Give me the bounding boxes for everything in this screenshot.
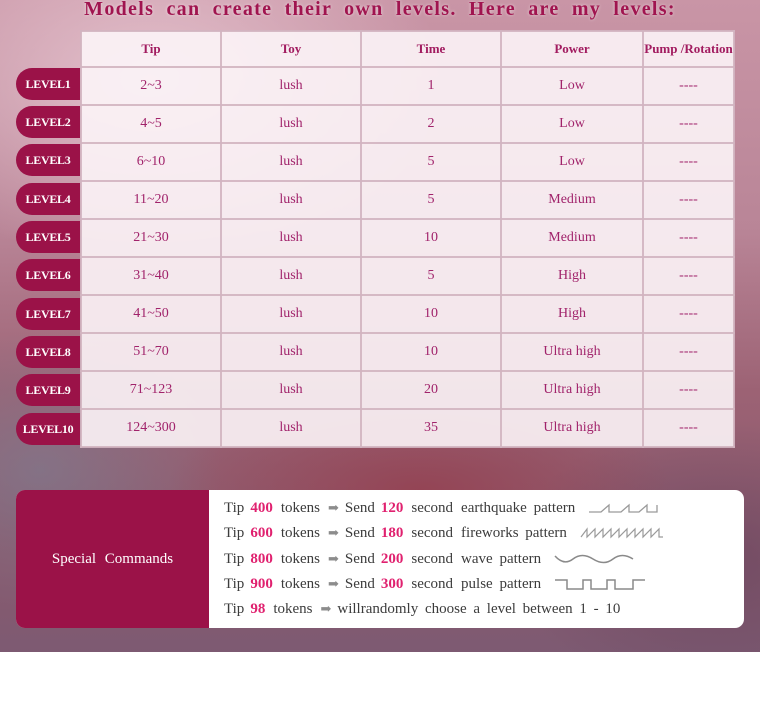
power-cell: Low (501, 105, 643, 143)
seconds-amount: 200 (380, 550, 404, 567)
seconds-amount: 120 (380, 499, 404, 516)
level-badge: LEVEL4 (16, 183, 80, 215)
pump-cell: ---- (643, 257, 734, 295)
toy-cell: lush (221, 219, 361, 257)
pump-cell: ---- (643, 219, 734, 257)
level-badge: LEVEL10 (16, 413, 80, 445)
header-toy: Toy (221, 31, 361, 67)
table-row (81, 409, 734, 447)
arrow-right-icon: ➡ (327, 576, 339, 591)
pump-cell: ---- (643, 409, 734, 447)
pulse-wave-icon (553, 577, 647, 591)
pump-cell: ---- (643, 105, 734, 143)
toy-cell: lush (221, 409, 361, 447)
header-pump-rotation: Pump /Rotation (643, 31, 734, 67)
toy-cell: lush (221, 143, 361, 181)
arrow-right-icon: ➡ (320, 601, 332, 616)
send-word: Send (344, 575, 375, 592)
pump-cell: ---- (643, 333, 734, 371)
table-row (81, 295, 734, 333)
power-cell: Ultra high (501, 371, 643, 409)
tip-cell: 21~30 (81, 219, 221, 257)
level-badge: LEVEL1 (16, 68, 80, 100)
arrow-right-icon: ➡ (327, 500, 339, 515)
command-line (224, 572, 647, 596)
token-amount: 600 (250, 524, 273, 541)
header-power: Power (501, 31, 643, 67)
power-cell: Ultra high (501, 409, 643, 447)
pump-cell: ---- (643, 67, 734, 105)
header-tip: Tip (81, 31, 221, 67)
token-amount: 900 (250, 575, 273, 592)
table-row (81, 257, 734, 295)
table-row (81, 181, 734, 219)
time-cell: 5 (361, 143, 501, 181)
second-word: second (411, 524, 454, 541)
second-word: second (411, 499, 454, 516)
level-badge: LEVEL6 (16, 259, 80, 291)
tip-cell: 11~20 (81, 181, 221, 219)
second-word: second (411, 575, 454, 592)
power-cell: High (501, 257, 643, 295)
send-word: Send (344, 524, 375, 541)
time-cell: 5 (361, 181, 501, 219)
time-cell: 5 (361, 257, 501, 295)
table-row (81, 67, 734, 105)
random-level-text: willrandomly choose a level between 1 - 10 (337, 600, 621, 617)
pump-cell: ---- (643, 295, 734, 333)
pattern-name: earthquake pattern (461, 499, 576, 516)
tip-cell: 6~10 (81, 143, 221, 181)
command-line (224, 496, 659, 520)
seconds-amount: 300 (380, 575, 404, 592)
pattern-name: pulse pattern (461, 575, 542, 592)
tip-word: Tip (224, 499, 245, 516)
power-cell: Ultra high (501, 333, 643, 371)
power-cell: Medium (501, 219, 643, 257)
special-commands-label: Special Commands (16, 490, 209, 628)
tokens-word: tokens (273, 600, 313, 617)
pump-cell: ---- (643, 371, 734, 409)
tokens-word: tokens (280, 499, 320, 516)
tip-word: Tip (224, 575, 245, 592)
time-cell: 1 (361, 67, 501, 105)
send-word: Send (344, 550, 375, 567)
random-command-line (224, 597, 620, 621)
power-cell: High (501, 295, 643, 333)
level-badge: LEVEL5 (16, 221, 80, 253)
table-row (81, 105, 734, 143)
toy-cell: lush (221, 333, 361, 371)
tokens-word: tokens (280, 524, 320, 541)
table-row (81, 371, 734, 409)
token-amount: 400 (250, 499, 273, 516)
tip-word: Tip (224, 600, 245, 617)
command-line (224, 547, 635, 571)
special-commands-box (16, 490, 744, 628)
time-cell: 10 (361, 295, 501, 333)
levels-table (80, 30, 735, 448)
time-cell: 20 (361, 371, 501, 409)
level-badge: LEVEL2 (16, 106, 80, 138)
sine-wave-icon (553, 551, 635, 567)
tip-word: Tip (224, 550, 245, 567)
table-row (81, 143, 734, 181)
tip-cell: 31~40 (81, 257, 221, 295)
earthquake-wave-icon (587, 501, 659, 515)
token-amount: 98 (250, 600, 266, 617)
tip-cell: 51~70 (81, 333, 221, 371)
command-line (224, 521, 665, 545)
level-badge: LEVEL7 (16, 298, 80, 330)
power-cell: Low (501, 143, 643, 181)
time-cell: 10 (361, 219, 501, 257)
toy-cell: lush (221, 181, 361, 219)
time-cell: 35 (361, 409, 501, 447)
toy-cell: lush (221, 295, 361, 333)
level-badge: LEVEL9 (16, 374, 80, 406)
arrow-right-icon: ➡ (327, 551, 339, 566)
arrow-right-icon: ➡ (327, 525, 339, 540)
page-title: Models can create their own levels. Here are my levels: (84, 0, 676, 20)
tokens-word: tokens (280, 575, 320, 592)
table-row (81, 333, 734, 371)
tip-cell: 4~5 (81, 105, 221, 143)
tip-cell: 71~123 (81, 371, 221, 409)
toy-cell: lush (221, 371, 361, 409)
toy-cell: lush (221, 105, 361, 143)
power-cell: Low (501, 67, 643, 105)
pattern-name: wave pattern (461, 550, 542, 567)
pattern-name: fireworks pattern (461, 524, 567, 541)
level-badge: LEVEL8 (16, 336, 80, 368)
toy-cell: lush (221, 67, 361, 105)
tip-word: Tip (224, 524, 245, 541)
fireworks-wave-icon (579, 526, 665, 540)
power-cell: Medium (501, 181, 643, 219)
pump-cell: ---- (643, 181, 734, 219)
tip-cell: 2~3 (81, 67, 221, 105)
time-cell: 10 (361, 333, 501, 371)
tip-cell: 124~300 (81, 409, 221, 447)
table-row (81, 219, 734, 257)
second-word: second (411, 550, 454, 567)
time-cell: 2 (361, 105, 501, 143)
pump-cell: ---- (643, 143, 734, 181)
toy-cell: lush (221, 257, 361, 295)
levels-table-wrap (80, 30, 735, 448)
header-time: Time (361, 31, 501, 67)
send-word: Send (344, 499, 375, 516)
token-amount: 800 (250, 550, 273, 567)
seconds-amount: 180 (380, 524, 404, 541)
level-badge: LEVEL3 (16, 144, 80, 176)
tip-cell: 41~50 (81, 295, 221, 333)
tokens-word: tokens (280, 550, 320, 567)
table-header-row (81, 31, 734, 67)
